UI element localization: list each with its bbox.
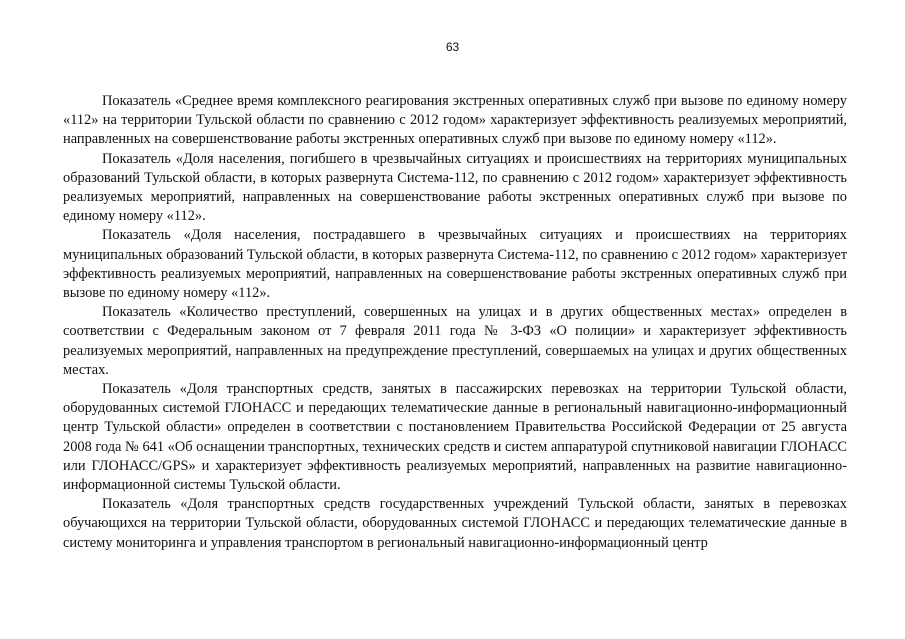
- paragraph-response-time-indicator: Показатель «Среднее время комплексного реагирования экстренных оперативных служб при вызове по единому номеру «112» на территории Тульской области по сравнению с 2012 годом» характеризует эффективность реализуемых мероприятий, направленных на совершенствование работы экстренных оперативных служб при вызове по единому номеру «112».: [63, 93, 847, 148]
- document-body: [63, 92, 847, 553]
- page-number: 63: [445, 40, 460, 54]
- paragraph-glonass-passenger-indicator: Показатель «Доля транспортных средств, занятых в пассажирских перевозках на территории Тульской области, оборудованных системой ГЛОНАСС и передающих телематические данные в региональный навигационно-информационный центр Тульской области» определен в соответствии с постановлением Правительства Российской Федерации от 25 августа 2008 года № 641 «Об оснащении транспортных, технических средств и систем аппаратурой спутниковой навигации ГЛОНАСС или ГЛОНАСС/GPS» и характеризует эффективность реализуемых мероприятий, направленных на развитие навигационно-информационной системы Тульской области.: [63, 381, 847, 494]
- paragraph-injured-indicator: Показатель «Доля населения, пострадавшего в чрезвычайных ситуациях и происшествиях на территориях муниципальных образований Тульской области, в которых развернута Система-112, по сравнению с 2012 годом» характеризует эффективность реализуемых мероприятий, направленных на совершенствование работы экстренных оперативных служб при вызове по единому номеру «112».: [63, 227, 847, 302]
- paragraph-fatalities-indicator: Показатель «Доля населения, погибшего в чрезвычайных ситуациях и происшествиях на территориях муниципальных образований Тульской области, в которых развернута Система-112, по сравнению с 2012 годом» характеризует эффективность реализуемых мероприятий, направленных на совершенствование работы экстренных оперативных служб при вызове по единому номеру «112».: [63, 150, 847, 225]
- paragraph-glonass-school-transport-indicator: Показатель «Доля транспортных средств государственных учреждений Тульской области, занятых в перевозках обучающихся на территории Тульской области, оборудованных системой ГЛОНАСС и передающих телематические данные в систему мониторинга и управления транспортом в региональный навигационно-информационный центр: [63, 496, 847, 551]
- paragraph-street-crimes-indicator: Показатель «Количество преступлений, совершенных на улицах и в других общественных местах» определен в соответствии с Федеральным законом от 7 февраля 2011 года № 3-ФЗ «О полиции» и характеризует эффективность реализуемых мероприятий, направленных на предупреждение преступлений, совершаемых на улицах и других общественных местах.: [63, 304, 847, 378]
